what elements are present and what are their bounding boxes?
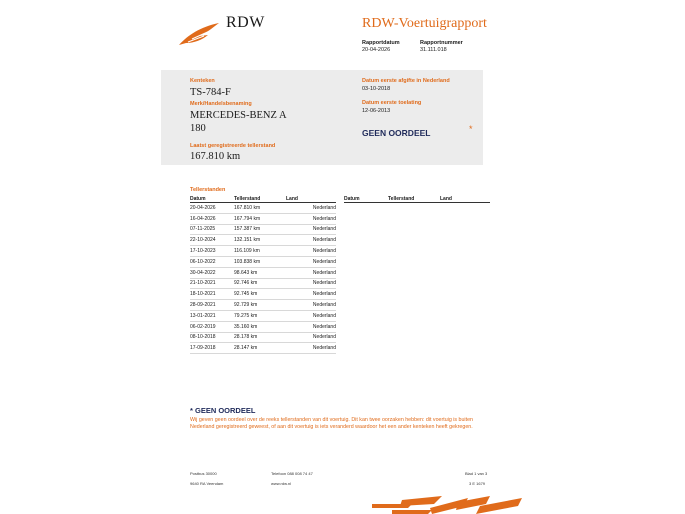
reading-country: Nederland xyxy=(286,213,336,224)
plate-value: TS-784-F xyxy=(190,87,231,98)
table-row xyxy=(190,343,336,354)
reading-country: Nederland xyxy=(286,343,336,354)
reading-odometer: 35.160 km xyxy=(234,321,286,332)
reading-country: Nederland xyxy=(286,278,336,289)
col-date-header: Datum xyxy=(190,195,234,203)
reading-date: 22-10-2024 xyxy=(190,235,234,246)
reading-odometer: 28.178 km xyxy=(234,332,286,343)
reading-date: 16-04-2026 xyxy=(190,213,234,224)
table-row xyxy=(190,278,336,289)
verdict-text: GEEN OORDEEL xyxy=(362,128,431,138)
reading-date: 17-10-2023 xyxy=(190,246,234,257)
reading-date: 08-10-2018 xyxy=(190,332,234,343)
table-row xyxy=(190,289,336,300)
reading-odometer: 167.810 km xyxy=(234,203,286,214)
readings-table xyxy=(190,195,336,354)
reading-country: Nederland xyxy=(286,224,336,235)
first-admission-label: Datum eerste toelating xyxy=(362,100,422,106)
report-date-value: 20-04-2026 xyxy=(362,47,391,53)
reading-date: 07-11-2025 xyxy=(190,224,234,235)
footer-phone: Telefoon 088 008 74 47 xyxy=(271,471,313,476)
report-title: RDW-Voertuigrapport xyxy=(362,16,487,31)
footer-postbus: Postbus 30000 xyxy=(190,471,217,476)
table-row xyxy=(190,203,336,214)
reading-country: Nederland xyxy=(286,235,336,246)
brand-label: Merk/Handelsbenaming xyxy=(190,101,252,107)
first-admission-value: 12-06-2013 xyxy=(362,108,391,114)
table-row xyxy=(190,213,336,224)
reading-date: 06-02-2019 xyxy=(190,321,234,332)
table-row xyxy=(190,332,336,343)
reading-country: Nederland xyxy=(286,256,336,267)
reading-country: Nederland xyxy=(286,321,336,332)
rdw-logo-icon xyxy=(178,21,220,47)
brand-line2: 180 xyxy=(190,123,206,134)
col-country-header: Land xyxy=(286,195,336,203)
col-date-header: Datum xyxy=(344,195,388,203)
reading-odometer: 116.109 km xyxy=(234,246,286,257)
reading-country: Nederland xyxy=(286,310,336,321)
footnote-text: Wij geven geen oordeel over de reeks tellerstanden van dit voertuig. Dit kan twee oorzaken hebben: dit voertuig is buiten Nederland geregistreerd geweest, of aan dit voertuig is iets veranderd waardoor het een ander kenteken heeft gekregen. xyxy=(190,417,473,430)
reading-odometer: 167.794 km xyxy=(234,213,286,224)
reading-date: 30-04-2022 xyxy=(190,267,234,278)
table-row xyxy=(190,267,336,278)
reading-odometer: 28.147 km xyxy=(234,343,286,354)
reading-date: 28-09-2021 xyxy=(190,300,234,311)
report-date-label: Rapportdatum xyxy=(362,40,400,46)
table-row xyxy=(190,300,336,311)
col-country-header: Land xyxy=(440,195,490,203)
reading-odometer: 92.745 km xyxy=(234,289,286,300)
reading-date: 20-04-2026 xyxy=(190,203,234,214)
brand-line1: MERCEDES-BENZ A xyxy=(190,110,287,121)
table-row xyxy=(190,321,336,332)
table-row xyxy=(190,256,336,267)
footer-city: 9640 RA Veendam xyxy=(190,481,224,486)
reading-odometer: 103.838 km xyxy=(234,256,286,267)
reading-odometer: 98.643 km xyxy=(234,267,286,278)
col-odometer-header: Tellerstand xyxy=(234,195,286,203)
reading-date: 06-10-2022 xyxy=(190,256,234,267)
reading-date: 13-01-2021 xyxy=(190,310,234,321)
reading-odometer: 92.746 km xyxy=(234,278,286,289)
reading-odometer: 157.387 km xyxy=(234,224,286,235)
table-header-row xyxy=(190,195,336,203)
table-row xyxy=(190,224,336,235)
footer-page-number: Blad 1 van 3 xyxy=(465,471,488,476)
reading-odometer: 92.729 km xyxy=(234,300,286,311)
reading-odometer: 132.151 km xyxy=(234,235,286,246)
odometer-value: 167.810 km xyxy=(190,151,241,162)
odometer-label: Laatst geregistreerde tellerstand xyxy=(190,143,276,149)
reading-country: Nederland xyxy=(286,289,336,300)
plate-label: Kenteken xyxy=(190,78,215,84)
reading-country: Nederland xyxy=(286,203,336,214)
logo-text: RDW xyxy=(226,14,265,31)
readings-title: Tellerstanden xyxy=(190,187,226,193)
first-nl-date-label: Datum eerste afgifte in Nederland xyxy=(362,78,450,84)
report-number-value: 31.111.018 xyxy=(420,47,447,53)
table-row xyxy=(190,246,336,257)
reading-country: Nederland xyxy=(286,332,336,343)
reading-odometer: 79.275 km xyxy=(234,310,286,321)
readings-table-continued xyxy=(344,195,490,203)
table-row xyxy=(190,235,336,246)
first-nl-date-value: 03-10-2018 xyxy=(362,86,391,92)
footnote-title: * GEEN OORDEEL xyxy=(190,406,256,415)
reading-date: 21-10-2021 xyxy=(190,278,234,289)
verdict-star: * xyxy=(469,124,473,134)
footer-code: 3 E 1679 xyxy=(469,481,486,486)
reading-date: 17-09-2018 xyxy=(190,343,234,354)
reading-country: Nederland xyxy=(286,300,336,311)
footer-website[interactable]: www.rdw.nl xyxy=(271,481,292,486)
col-odometer-header: Tellerstand xyxy=(388,195,440,203)
reading-country: Nederland xyxy=(286,267,336,278)
reading-country: Nederland xyxy=(286,246,336,257)
table-header-row xyxy=(344,195,490,203)
report-number-label: Rapportnummer xyxy=(420,40,463,46)
table-row xyxy=(190,310,336,321)
reading-date: 18-10-2021 xyxy=(190,289,234,300)
rdw-stripes-graphic xyxy=(372,494,522,514)
